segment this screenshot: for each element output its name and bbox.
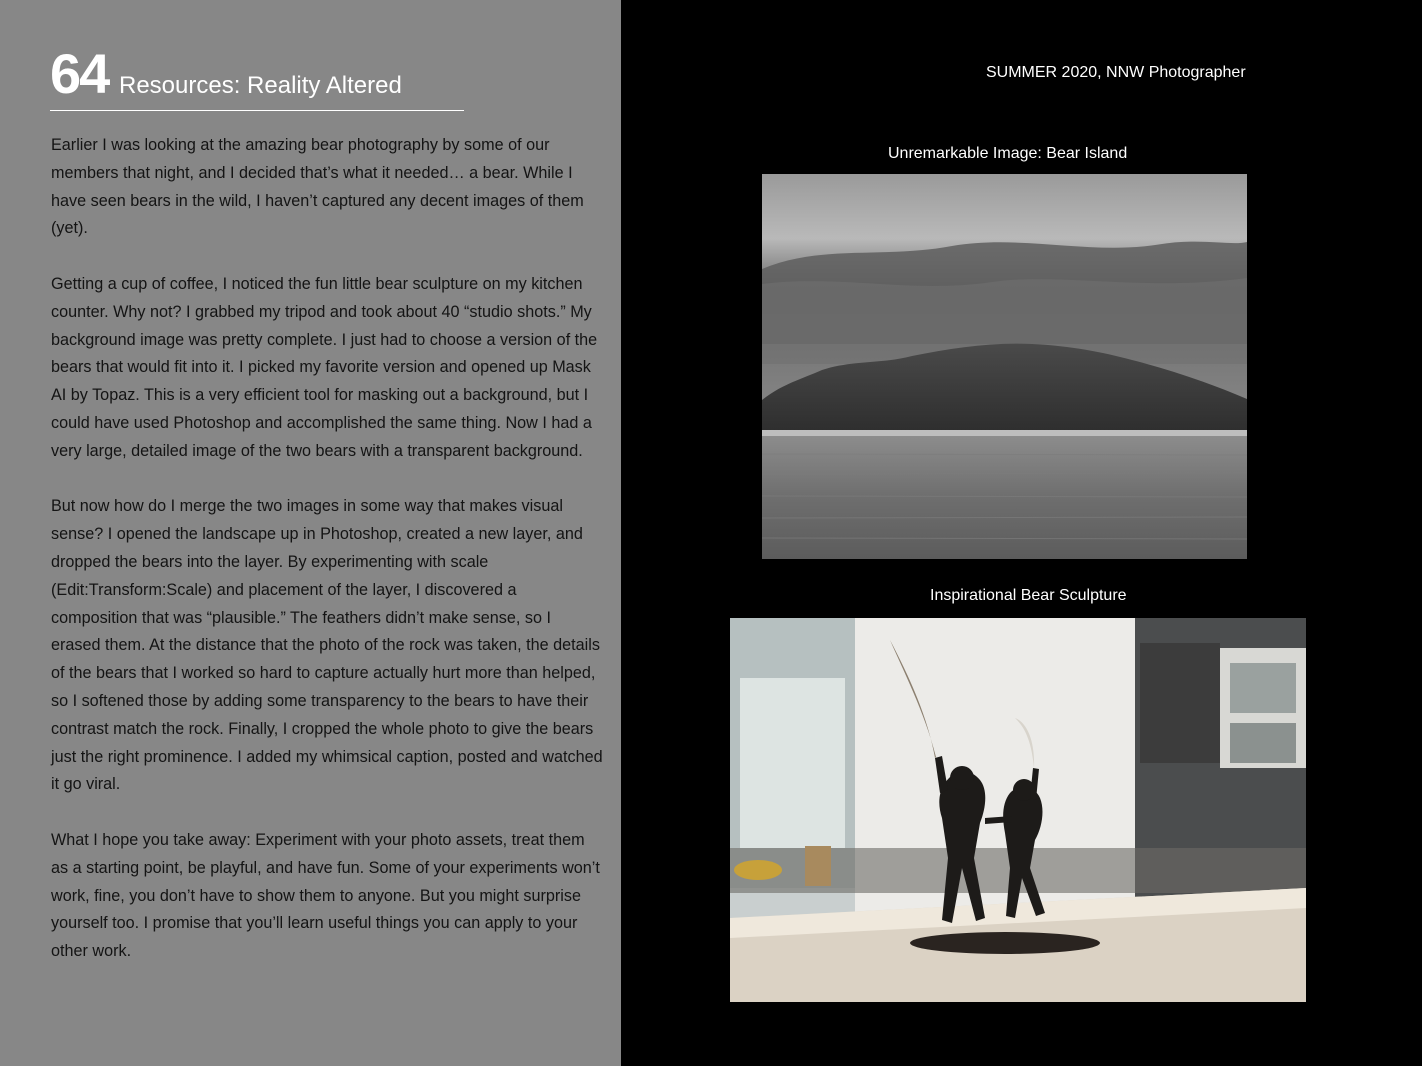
- article-paragraph: What I hope you take away: Experiment with your photo assets, treat them as a starting point, be playful, and have fun. Some of your experiments won’t work, fine, you don’t have to show them to anyone. But you might surprise yourself too. I promise that you’ll learn useful things you can apply to your other work.: [51, 830, 600, 961]
- page-number: 64: [50, 42, 109, 105]
- issue-label: SUMMER 2020, NNW Photographer: [986, 64, 1246, 81]
- article-paragraph: Getting a cup of coffee, I noticed the fun little bear sculpture on my kitchen counter. Why not? I grabbed my tripod and took about 40 “studio shots.” My background image was pretty complete. I just had to choose a version of the bears that would fit into it. I picked my favorite version and opened up Mask AI by Topaz. This is a very efficient tool for masking out a background, but I could have used Photoshop and accomplished the same thing. Now I had a very large, detailed image of the two bears with a transparent background.: [51, 274, 598, 460]
- page-header: [50, 44, 464, 111]
- article-body: [51, 132, 603, 994]
- bear-island-photo: [762, 174, 1247, 559]
- sculpture-photo-caption: Inspirational Bear Sculpture: [930, 587, 1127, 604]
- left-text-panel: [0, 0, 621, 1066]
- bear-sculpture-photo: [730, 618, 1306, 1002]
- article-paragraph: Earlier I was looking at the amazing bear photography by some of our members that night, and I decided that’s what it needed… a bear. While I have seen bears in the wild, I haven’t captured any decent images of them (yet).: [51, 136, 584, 238]
- article-paragraph: But now how do I merge the two images in some way that makes visual sense? I opened the landscape up in Photoshop, created a new layer, and dropped the bears into the layer. By experimenting with scale (Edit:Transform:Scale) and placement of the layer, I discovered a composition that was “plausible.” The feathers didn’t make sense, so I erased them. At the distance that the photo of the rock was taken, the details of the bears that I worked so hard to capture actually hurt more than helped, so I softened those by adding some transparency to the bears to have their contrast match the rock. Finally, I cropped the whole photo to give the bears just the right prominence. I added my whimsical caption, posted and watched it go viral.: [51, 497, 603, 794]
- section-title: Resources: Reality Altered: [119, 72, 402, 99]
- island-photo-caption: Unremarkable Image: Bear Island: [888, 145, 1128, 162]
